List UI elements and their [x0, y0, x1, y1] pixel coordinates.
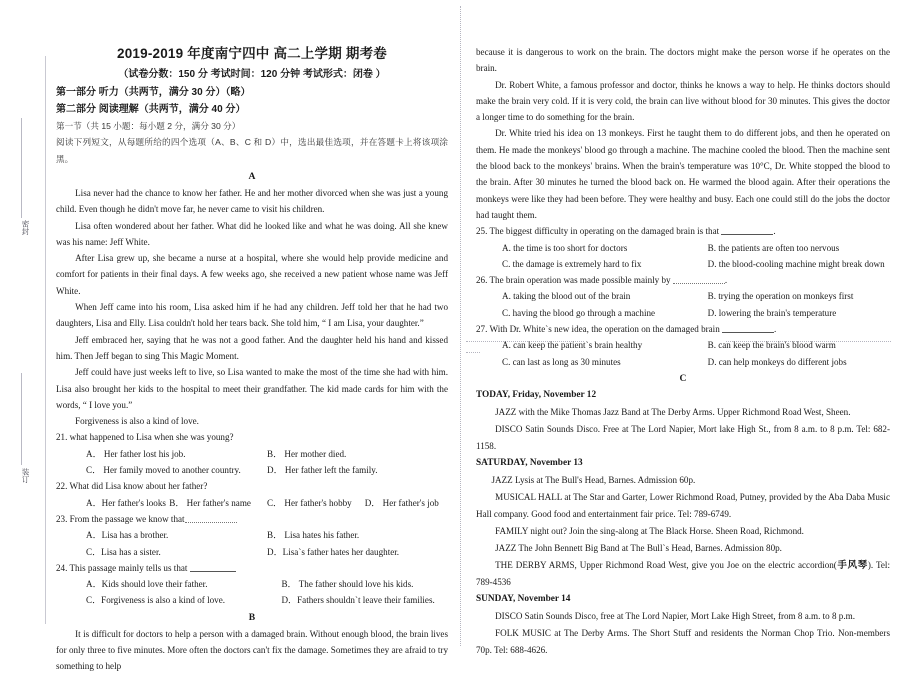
question-stem: The biggest difficulty in operating on the damaged brain is that	[489, 226, 720, 237]
chinese-gloss-accordion: 手风琴	[836, 559, 868, 571]
passage-b-paragraph: Dr. White tried his idea on 13 monkeys. First he taught them to do different jobs, and then he operated on them. He made the monkeys' blood go through a machine. The machine cooled the blood. Then the machine sent the blood back to the monkeys' brains. When the brain's temperature was 10°C, Dr. White stopped the blood to the brain. After 30 minutes he turned the blood back on. He warmed the blood again. After their operations the monkeys were like they had been before. They were healthy and busy. Each one could still do the jobs the doctor had taught them.	[476, 128, 890, 220]
option-row	[56, 592, 448, 608]
option-a[interactable]: A．Kids should love their father.	[86, 579, 208, 590]
option-a[interactable]: A． Her father lost his job.	[86, 448, 186, 459]
question-stem: With Dr. White`s new idea, the operation on the damaged brain	[489, 324, 720, 335]
passage-b-paragraph-part2: because it is dangerous to work on the brain. The doctors might make the person worse if he operates on the brain.	[476, 47, 890, 74]
seal-label-lower: 装订	[21, 468, 30, 483]
part-one-heading: 第一部分 听力（共两节，满分 30 分）（略）	[56, 87, 251, 98]
passage-b-label: B	[248, 611, 256, 623]
question-25: 25. The biggest difficulty in operating on the damaged brain is that .	[476, 226, 776, 237]
option-b[interactable]: B． Lisa hates his father.	[267, 530, 360, 541]
question-24	[56, 560, 448, 576]
listing-item: FOLK MUSIC at The Derby Arms. The Short Stuff and residents the Norman Chop Trio. Non-members 70p. Tel: 688-4626.	[476, 627, 890, 655]
option-c[interactable]: C． Her father's hobby	[266, 497, 352, 508]
question-number: 24.	[56, 562, 68, 573]
option-row	[476, 240, 890, 256]
question-number: 21.	[56, 432, 68, 443]
option-row	[476, 354, 890, 370]
option-row	[56, 462, 448, 478]
left-column	[56, 44, 448, 675]
option-row	[476, 337, 890, 353]
answer-blank[interactable]	[722, 323, 774, 333]
passage-a-paragraph: Forgiveness is also a kind of love.	[75, 416, 199, 427]
option-row	[476, 305, 890, 321]
question-26: 26. The brain operation was made possible mainly by .	[476, 275, 728, 286]
option-c[interactable]: C． Her family moved to another country.	[86, 465, 241, 476]
question-number: 27.	[476, 324, 488, 335]
question-number: 22.	[56, 481, 68, 492]
option-a[interactable]: A. taking the blood out of the brain	[502, 291, 631, 302]
option-d[interactable]: D. lowering the brain's temperature	[707, 307, 837, 318]
option-row	[56, 495, 448, 511]
day-heading-friday: TODAY, Friday, November 12	[476, 389, 597, 400]
listing-item: JAZZ with the Mike Thomas Jazz Band at The Derby Arms. Upper Richmond Road West, Sheen.	[495, 406, 851, 417]
option-c[interactable]: C. the damage is extremely hard to fix	[502, 258, 642, 269]
passage-a-paragraph: After Lisa grew up, she became a nurse at a hospital, where she would help provide medicine and comfort for patients in their final days. A few weeks ago, she received a new patient whose name was Jeff White.	[56, 253, 448, 296]
answer-blank[interactable]	[185, 513, 237, 523]
passage-a-paragraph: When Jeff came into his room, Lisa asked him if he had any children. Jeff told her that he had two daughters, Lisa and Elly. Lisa couldn't hold her tears back. She told him, “ I am Lisa, your daughter.”	[56, 302, 448, 329]
listing-item: DISCO Satin Sounds Disco, free at The Lord Napier, Mort Lake High Street, from 8 a.m. to 8 p.m.	[495, 610, 855, 621]
option-d[interactable]: D．Lisa`s father hates her daughter.	[267, 546, 400, 557]
right-column	[476, 44, 890, 659]
option-c[interactable]: C. having the blood go through a machine	[502, 307, 656, 318]
question-stem: What did Lisa know about her father?	[69, 481, 208, 492]
question-number: 23.	[56, 513, 68, 524]
passage-c-label: C	[679, 372, 687, 384]
day-heading-sunday: SUNDAY, November 14	[476, 593, 571, 604]
option-d[interactable]: D. the blood-cooling machine might break down	[707, 258, 885, 269]
passage-a-paragraph: Jeff could have just weeks left to live, so Lisa wanted to make the most of the time she had with him. Lisa also brought her kids to the hospital to meet their grandfather. The kid made cards for him with the words, “ I love you.”	[56, 367, 448, 410]
option-b[interactable]: B． Her mother died.	[267, 448, 347, 459]
option-b[interactable]: B． The father should love his kids.	[281, 579, 414, 590]
option-a[interactable]: A．Lisa has a brother.	[86, 530, 169, 541]
passage-a-label: A	[248, 171, 256, 182]
option-a[interactable]: A．Her father's looks	[86, 497, 166, 508]
question-stem: The brain operation was made possible mainly by	[489, 275, 671, 286]
passage-b-paragraph-part1: It is difficult for doctors to help a person with a damaged brain. Without enough blood, the brain lives for only three to five minutes. More often the doctors can't fix the damage. Sometimes they are afraid to try something to help	[56, 628, 448, 672]
question-23	[56, 511, 448, 527]
page-title: 2019-2019 年度南宁四中 高二上学期 期考卷	[116, 46, 387, 61]
option-row	[56, 576, 448, 592]
listing-item: FAMILY night out? Join the sing-along at The Black Horse. Sheen Road, Richmond.	[495, 525, 804, 536]
passage-a-paragraph: Jeff embraced her, saying that he was not a good father. And the daughter held his hand and kissed him. Then Jeff began to sing This Magic Moment.	[56, 334, 448, 361]
listing-item: MUSICAL HALL at The Star and Garter, Lower Richmond Road, Putney, provided by the Aba Daba Music Hall company. Good food and entertainment fair price. Tel: 789-6749.	[476, 491, 890, 519]
option-a[interactable]: A. can keep the patient`s brain healthy	[502, 340, 643, 351]
question-stem: what happened to Lisa when she was young?	[69, 432, 234, 443]
option-b[interactable]: B. can keep the brain's blood warm	[707, 340, 836, 351]
seal-label-upper: 密封	[21, 220, 30, 235]
left-gutter-rule	[45, 56, 46, 624]
question-27: 27. With Dr. White`s new idea, the operation on the damaged brain .	[476, 324, 777, 335]
option-d[interactable]: D. can help monkeys do different jobs	[707, 356, 847, 367]
option-d[interactable]: D．Fathers shouldn`t leave their families.	[281, 595, 435, 606]
option-b[interactable]: B. trying the operation on monkeys first	[707, 291, 854, 302]
option-a[interactable]: A. the time is too short for doctors	[502, 242, 628, 253]
question-22	[56, 478, 448, 494]
question-stem: From the passage we know that	[69, 513, 185, 524]
option-row	[56, 527, 448, 543]
passage-a-paragraph: Lisa never had the chance to know her father. He and her mother divorced when she was just a young child. Even though he didn't move far, he never came to visit his children.	[56, 188, 448, 215]
day-heading-saturday: SATURDAY, November 13	[476, 457, 583, 468]
question-number: 26.	[476, 275, 488, 286]
section-one-note: 第一节（共 15 小题：每小题 2 分，满分 30 分）	[56, 121, 241, 131]
option-b[interactable]: B. the patients are often too nervous	[707, 242, 840, 253]
option-row	[56, 544, 448, 560]
listing-item: DISCO Satin Sounds Disco. Free at The Lord Napier, Mort lake High St., from 8 a.m. to 8 p.m. Tel: 682-1158.	[476, 423, 890, 451]
listing-item: JAZZ Lysis at The Bull's Head, Barnes. Admission 60p.	[491, 474, 696, 485]
option-c[interactable]: C．Lisa has a sister.	[86, 546, 161, 557]
option-b[interactable]: B． Her father's name	[169, 497, 251, 508]
part-two-heading: 第二部分 阅读理解（共两节，满分 40 分）	[56, 104, 246, 115]
reading-instruction: 阅读下列短文，从每题所给的四个选项（A、B、C 和 D）中，选出最佳选项，并在答题卡上将该项涂黑。	[56, 137, 448, 164]
question-21	[56, 429, 448, 445]
option-d[interactable]: D． Her father left the family.	[267, 465, 378, 476]
option-d[interactable]: D． Her father's job	[364, 497, 439, 508]
answer-blank[interactable]	[190, 562, 236, 572]
option-row	[476, 256, 890, 272]
answer-blank[interactable]	[673, 274, 725, 284]
seal-line-lower	[21, 373, 22, 465]
answer-blank[interactable]	[721, 225, 773, 235]
question-stem: This passage mainly tells us that	[69, 562, 188, 573]
listing-item-accordion: THE DERBY ARMS, Upper Richmond Road West, give you Joe on the electric accordion(手风琴). Tel: 789-4536	[476, 559, 890, 587]
passage-a-paragraph: Lisa often wondered about her father. What did he looked like and what he was doing. All she knew was his name: Jeff White.	[56, 220, 448, 247]
question-number: 25.	[476, 226, 488, 237]
option-row	[476, 288, 890, 304]
seal-line-upper	[21, 118, 22, 218]
column-divider	[460, 6, 461, 646]
passage-b-paragraph: Dr. Robert White, a famous professor and doctor, thinks he knows a way to help. He thinks doctors should make the brain very cold. If it is very cold, the brain can live without blood for 30 minutes. This gives the doctor a longer time to do something for the brain.	[476, 79, 890, 123]
option-c[interactable]: C．Forgiveness is also a kind of love.	[86, 595, 226, 606]
option-c[interactable]: C. can last as long as 30 minutes	[502, 356, 621, 367]
listing-item: JAZZ The John Bennett Big Band at The Bull`s Head, Barnes. Admission 80p.	[495, 542, 782, 553]
exam-subtitle: （试卷分数：150 分 考试时间：120 分钟 考试形式：闭卷 ）	[118, 69, 386, 80]
option-row	[56, 446, 448, 462]
